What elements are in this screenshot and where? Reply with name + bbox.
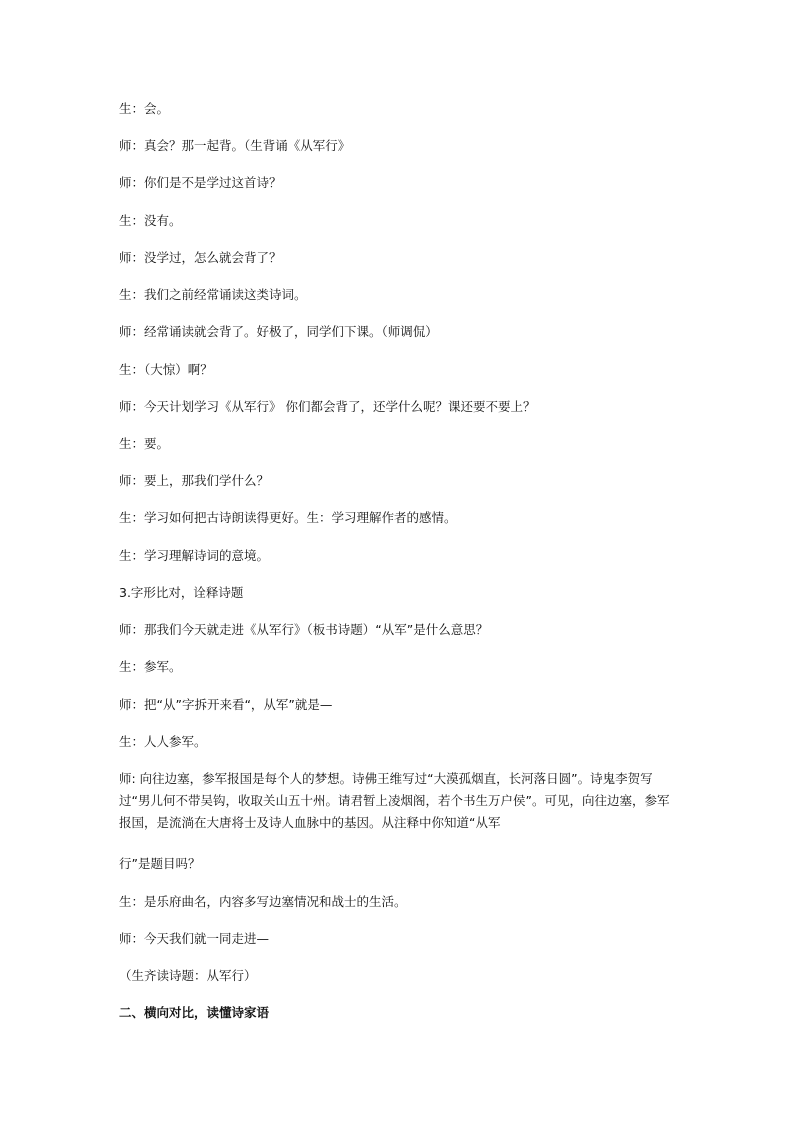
dialogue-line-15: 生：参军。: [119, 659, 182, 674]
dialogue-line-11: 师：要上，那我们学什么？: [119, 473, 270, 488]
dialogue-line-9: 师：今天计划学习《从军行》 你们都会背了，还学什么呢？课还要不要上？: [119, 399, 536, 414]
dialogue-line-17: 生：人人参军。: [119, 734, 207, 749]
dialogue-line-14: 师：那我们今天就走进《从军行》（板书诗题）“从军”是什么意思？: [119, 622, 489, 637]
dialogue-line-13: 生：学习理解诗词的意境。: [119, 548, 270, 563]
dialogue-line-12: 生：学习如何把古诗朗读得更好。生：学习理解作者的感情。: [119, 510, 457, 525]
dialogue-line-19: 生：是乐府曲名，内容多写边塞情况和战士的生活。: [119, 894, 407, 909]
dialogue-line-2: 师：真会？那一起背。（生背诵《从军行》: [119, 138, 351, 153]
dialogue-line-6: 生：我们之前经常诵读这类诗词。: [119, 287, 307, 302]
teacher-paragraph: 师: 向往边塞，参军报国是每个人的梦想。诗佛王维写过“大漠孤烟直，长河落日圆”。诗鬼李贺写过“男儿何不带吴钩，收取关山五十州。请君暂上凌烟阁，若个书生万户侯”。可见，向往边塞，参军报国，是流淌在大唐将士及诗人血脉中的基因。从注释中你知道“从军: [119, 771, 670, 830]
dialogue-line-7: 师：经常诵读就会背了。好极了，同学们下课。（师调侃）: [119, 324, 438, 339]
dialogue-line-21: （生齐读诗题：从军行）: [119, 968, 257, 983]
dialogue-line-18: 行”是题目吗？: [119, 856, 201, 871]
dialogue-line-8: 生：（大惊）啊？: [119, 362, 213, 377]
dialogue-line-16: 师：把“从”字拆开来看“，从军”就是—: [119, 697, 333, 712]
dialogue-line-1: 生：会。: [119, 101, 170, 116]
section-heading: 二、横向对比，读懂诗家语: [119, 1005, 270, 1020]
dialogue-line-3: 师：你们是不是学过这首诗？: [119, 175, 282, 190]
dialogue-line-10: 生：要。: [119, 436, 170, 451]
dialogue-line-5: 师：没学过，怎么就会背了？: [119, 250, 282, 265]
subsection-heading: 3.字形比对，诠释诗题: [119, 585, 244, 600]
dialogue-line-20: 师：今天我们就一同走进—: [119, 931, 270, 946]
dialogue-line-4: 生：没有。: [119, 213, 182, 228]
